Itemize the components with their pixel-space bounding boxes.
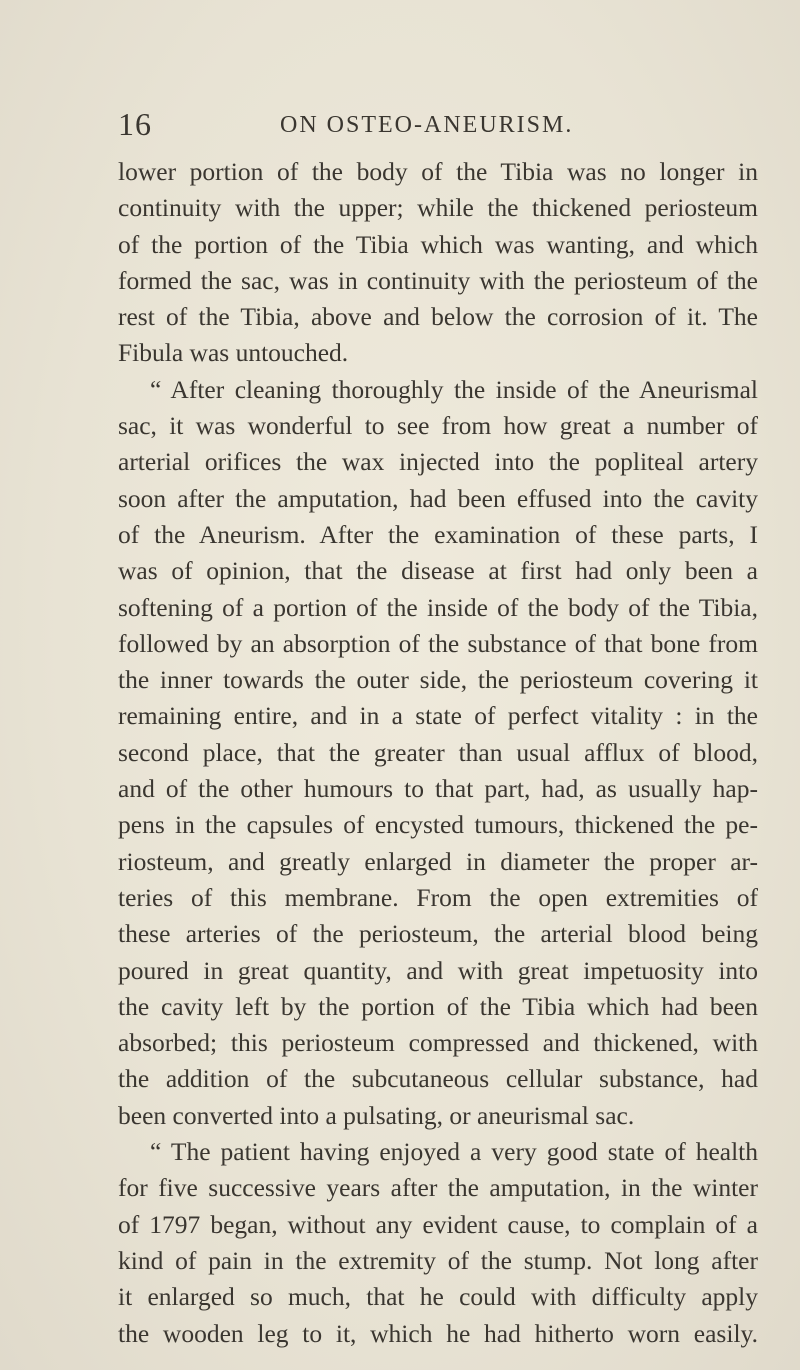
text-line: the wooden leg to it, which he had hitherto worn easily. [118,1318,758,1348]
page-number: 16 [118,106,152,142]
text-line: softening of a portion of the inside of the body of the Tibia, [118,592,758,622]
page-header [118,104,758,144]
text-line: absorbed; this periosteum compressed and thickened, with [118,1028,758,1058]
text-line: sac, it was wonderful to see from how great a number of [118,411,758,441]
text-line: pens in the capsules of encysted tumours, thickened the pe- [118,810,758,840]
text-line: and of the other humours to that part, had, as usually hap- [118,774,758,804]
text-line: of the portion of the Tibia which was wanting, and which [118,229,758,259]
text-line: Fibula was untouched. [118,338,349,368]
text-line: arterial orifices the wax injected into the popliteal artery [118,447,758,477]
text-line: the inner towards the outer side, the periosteum covering it [118,665,758,695]
text-line: second place, that the greater than usual afflux of blood, [118,737,758,767]
text-line: been converted into a pulsating, or aneurismal sac. [118,1100,635,1130]
text-line: the cavity left by the portion of the Tibia which had been [118,991,758,1021]
text-line: soon after the amputation, had been effused into the cavity [118,483,758,513]
paragraph-3 [118,1134,758,1352]
text-line: teries of this membrane. From the open extremities of [118,882,758,912]
text-line: of 1797 began, without any evident cause, to complain of a [118,1209,758,1239]
paragraph-1 [118,154,758,372]
paragraph-2 [118,372,758,1134]
text-line: followed by an absorption of the substance of that bone from [118,628,758,658]
body-text [118,154,758,1352]
text-line: poured in great quantity, and with great impetuosity into [118,955,758,985]
text-line: rest of the Tibia, above and below the corrosion of it. The [118,302,758,332]
text-line: kind of pain in the extremity of the stump. Not long after [118,1245,758,1275]
text-line: formed the sac, was in continuity with the periosteum of the [118,265,758,295]
text-line: riosteum, and greatly enlarged in diameter the proper ar- [118,846,758,876]
text-line: “ After cleaning thoroughly the inside of the Aneurismal [150,374,758,404]
text-line: the addition of the subcutaneous cellular substance, had [118,1064,758,1094]
text-line: of the Aneurism. After the examination of these parts, I [118,519,758,549]
running-title: ON OSTEO-ANEURISM. [280,112,574,138]
text-line: “ The patient having enjoyed a very good state of health [150,1137,758,1167]
text-line: lower portion of the body of the Tibia was no longer in [118,157,758,186]
text-line: for five successive years after the amputation, in the winter [118,1173,758,1203]
text-line: it enlarged so much, that he could with difficulty apply [118,1282,758,1312]
text-line: continuity with the upper; while the thickened periosteum [118,193,758,223]
text-line: remaining entire, and in a state of perfect vitality : in the [118,701,758,731]
text-line: these arteries of the periosteum, the arterial blood being [118,919,758,949]
text-line: was of opinion, that the disease at first had only been a [118,556,758,586]
